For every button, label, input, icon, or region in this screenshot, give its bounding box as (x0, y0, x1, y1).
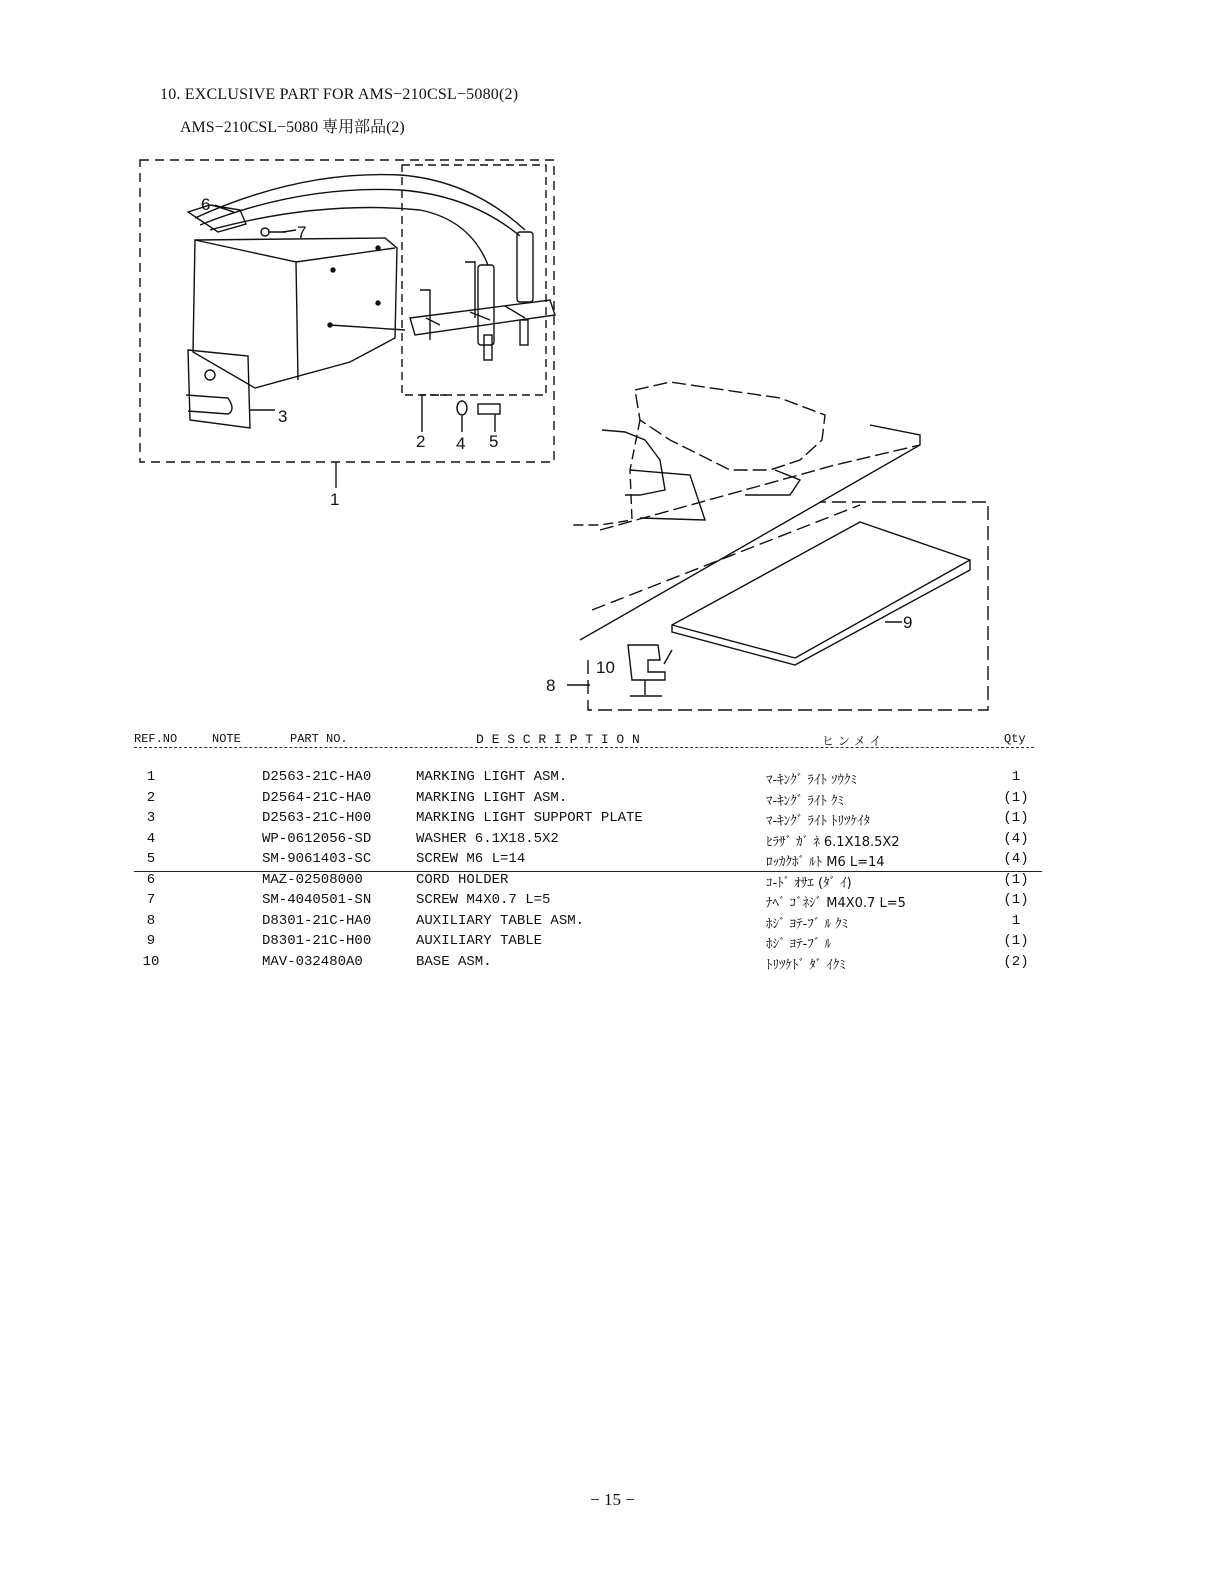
part-no: SM-4040501-SN (262, 892, 372, 908)
description: SCREW M4X0.7 L=5 (416, 892, 551, 908)
description: AUXILIARY TABLE (416, 933, 543, 949)
part-no: D2563-21C-H00 (262, 810, 372, 826)
ref-no: 1 (146, 769, 156, 785)
part-no: SM-9061403-SC (262, 851, 372, 867)
description: CORD HOLDER (416, 871, 509, 888)
callout-5: 5 (489, 432, 499, 451)
callout-2: 2 (416, 432, 426, 451)
description: SCREW M6 L=14 (416, 851, 526, 867)
ref-no: 9 (146, 933, 156, 949)
quantity: (1) (1003, 871, 1029, 888)
quantity: (2) (1003, 953, 1029, 970)
page-subtitle: AMS−210CSL−5080 専用部品(2) (180, 119, 405, 136)
kana-name: ﾏ-ｷﾝｸﾞ ﾗｲﾄ ﾄﾘﾂｹｲﾀ (766, 814, 870, 829)
page-number: − 15 − (590, 1490, 635, 1509)
table-row (0, 767, 1225, 788)
quantity: (4) (1003, 830, 1029, 847)
callout-7: 7 (297, 223, 307, 242)
part-no: D2564-21C-HA0 (262, 789, 372, 806)
page-title: 10. EXCLUSIVE PART FOR AMS−210CSL−5080(2) (160, 86, 519, 103)
kana-name: ﾎｼﾞ ﾖﾃ-ﾌﾞ ﾙ ｸﾐ (766, 916, 849, 932)
ref-no: 4 (146, 830, 156, 847)
description: MARKING LIGHT ASM. (416, 789, 568, 806)
header-qty: Qty (1004, 732, 1026, 746)
table-row (0, 931, 1225, 952)
lamp-left (478, 265, 494, 345)
kana-name: ﾎｼﾞ ﾖﾃ-ﾌﾞ ﾙ (766, 937, 831, 952)
description: BASE ASM. (416, 953, 492, 970)
kana-name: ﾏ-ｷﾝｸﾞ ﾗｲﾄ ｿｳｸﾐ (766, 773, 857, 788)
callout-1: 1 (330, 490, 340, 509)
callout-4: 4 (456, 434, 466, 453)
kana-name: ﾏ-ｷﾝｸﾞ ﾗｲﾄ ｸﾐ (766, 793, 844, 809)
ref-no: 6 (146, 871, 156, 888)
table-row (0, 870, 1225, 891)
table-row (0, 829, 1225, 850)
assembly-2-boundary (402, 165, 546, 395)
washer (457, 401, 467, 415)
part-no: MAV-032480A0 (262, 953, 363, 970)
header-part: PART NO. (290, 732, 348, 746)
ref-no: 8 (146, 912, 156, 929)
description: WASHER 6.1X18.5X2 (416, 830, 559, 847)
table-row (0, 911, 1225, 932)
header-kana: ヒ ン メ イ (822, 734, 882, 748)
machine-head (635, 382, 825, 470)
parts-table (0, 767, 1225, 972)
ref-no: 5 (146, 851, 156, 867)
part-no: MAZ-02508000 (262, 871, 363, 888)
callout-10: 10 (596, 658, 615, 677)
header-description: D E S C R I P T I O N (476, 732, 640, 747)
table-row (0, 788, 1225, 809)
table-row (0, 952, 1225, 973)
ref-no: 10 (142, 953, 160, 970)
callout-8: 8 (546, 676, 556, 695)
description: MARKING LIGHT ASM. (416, 769, 568, 785)
quantity: 1 (1011, 769, 1021, 785)
quantity: (1) (1003, 892, 1029, 908)
support-plate (188, 350, 250, 428)
part-no: D8301-21C-H00 (262, 933, 372, 949)
quantity: (1) (1003, 933, 1029, 949)
clamp-base (628, 645, 665, 680)
ref-no: 7 (146, 892, 156, 908)
ref-no: 3 (146, 810, 156, 826)
table-row (0, 849, 1225, 870)
part-no: D2563-21C-HA0 (262, 769, 372, 785)
part-no: D8301-21C-HA0 (262, 912, 372, 929)
screw (478, 404, 500, 414)
table-row (0, 890, 1225, 911)
callout-6: 6 (201, 195, 211, 214)
kana-name: ｺ-ﾄﾞ ｵｻｴ (ﾀﾞ ｲ) (766, 875, 852, 891)
table-row (0, 808, 1225, 829)
header-note: NOTE (212, 732, 241, 746)
description: AUXILIARY TABLE ASM. (416, 912, 585, 929)
description: MARKING LIGHT SUPPORT PLATE (416, 810, 643, 826)
quantity: (1) (1003, 810, 1029, 826)
table-separator (134, 871, 1042, 872)
kana-name: ﾄﾘﾂｹﾄﾞ ﾀﾞ ｲｸﾐ (766, 957, 846, 973)
quantity: (1) (1003, 789, 1029, 806)
kana-name: ﾅﾍﾞ ｺﾞﾈｼﾞ M4X0.7 L=5 (766, 896, 906, 911)
quantity: (4) (1003, 851, 1029, 867)
header-rule (134, 747, 1034, 748)
kana-name: ﾛｯｶｸﾎﾞ ﾙﾄ M6 L=14 (766, 855, 885, 870)
lamp-housing (193, 238, 397, 388)
ref-no: 2 (146, 789, 156, 806)
quantity: 1 (1011, 912, 1021, 929)
lamp-right (517, 232, 533, 302)
callout-3: 3 (278, 407, 288, 426)
header-ref: REF.NO (134, 732, 178, 746)
part-no: WP-0612056-SD (262, 830, 372, 847)
kana-name: ﾋﾗｻﾞ ｶﾞ ﾈ 6.1X18.5X2 (766, 834, 900, 850)
callout-9: 9 (903, 613, 913, 632)
